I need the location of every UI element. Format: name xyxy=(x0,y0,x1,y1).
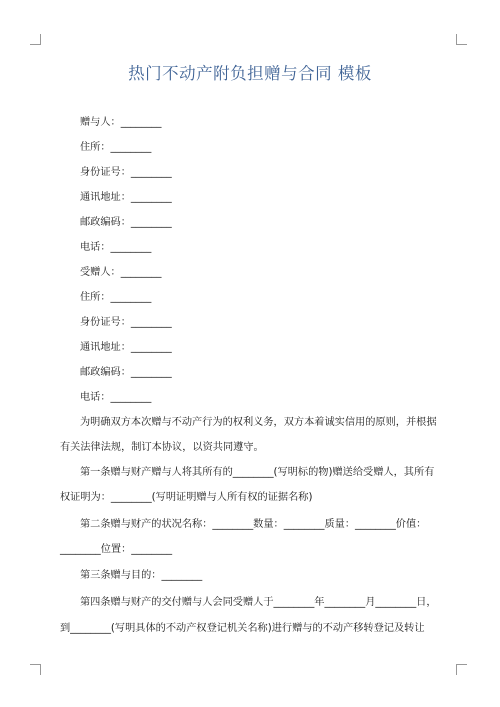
paragraph-preamble-line-1: 为明确双方本次赠与不动产行为的权利义务，双方本着诚实信用的原则，并根据 xyxy=(80,417,437,428)
field-donee-address: 住所：________ xyxy=(80,292,152,303)
field-donee-id-number: 身份证号：________ xyxy=(80,317,172,328)
field-donee: 受赠人：________ xyxy=(80,267,162,278)
corner-mark-bottom-left xyxy=(30,664,41,675)
field-donor-postal-code: 邮政编码：________ xyxy=(80,217,172,228)
paragraph-article-3: 第三条赠与目的：________ xyxy=(80,570,203,581)
field-donor: 赠与人：________ xyxy=(80,117,162,128)
paragraph-preamble-line-2: 有关法律法规，制订本协议，以资共同遵守。 xyxy=(60,442,264,453)
field-donee-phone: 电话：________ xyxy=(80,392,152,403)
paragraph-article-4-line-1: 第四条赠与财产的交付赠与人会同受赠人于________年________月________日， xyxy=(80,597,437,608)
paragraph-article-4-line-2: 到________(写明具体的不动产权登记机关名称)进行赠与的不动产移转登记及转让 xyxy=(60,623,425,634)
corner-mark-bottom-right xyxy=(456,664,467,675)
paragraph-article-1-line-2: 权证明为：________(写明证明赠与人所有权的证据名称) xyxy=(60,492,313,503)
field-donor-address: 住所：________ xyxy=(80,142,152,153)
corner-mark-top-right xyxy=(456,34,467,45)
field-donor-mailing-address: 通讯地址：________ xyxy=(80,192,172,203)
corner-mark-top-left xyxy=(30,34,41,45)
document-title: 热门不动产附负担赠与合同 模板 xyxy=(128,64,372,83)
field-donor-id-number: 身份证号：________ xyxy=(80,167,172,178)
paragraph-article-1-line-1: 第一条赠与财产赠与人将其所有的________(写明标的物)赠送给受赠人，其所有 xyxy=(80,467,435,478)
field-donee-postal-code: 邮政编码：________ xyxy=(80,367,172,378)
field-donor-phone: 电话：________ xyxy=(80,242,152,253)
paragraph-article-2-line-2: ________位置：________ xyxy=(60,544,173,555)
field-donee-mailing-address: 通讯地址：________ xyxy=(80,342,172,353)
paragraph-article-2-line-1: 第二条赠与财产的状况名称：________数量：________质量：________价值： xyxy=(80,519,427,530)
